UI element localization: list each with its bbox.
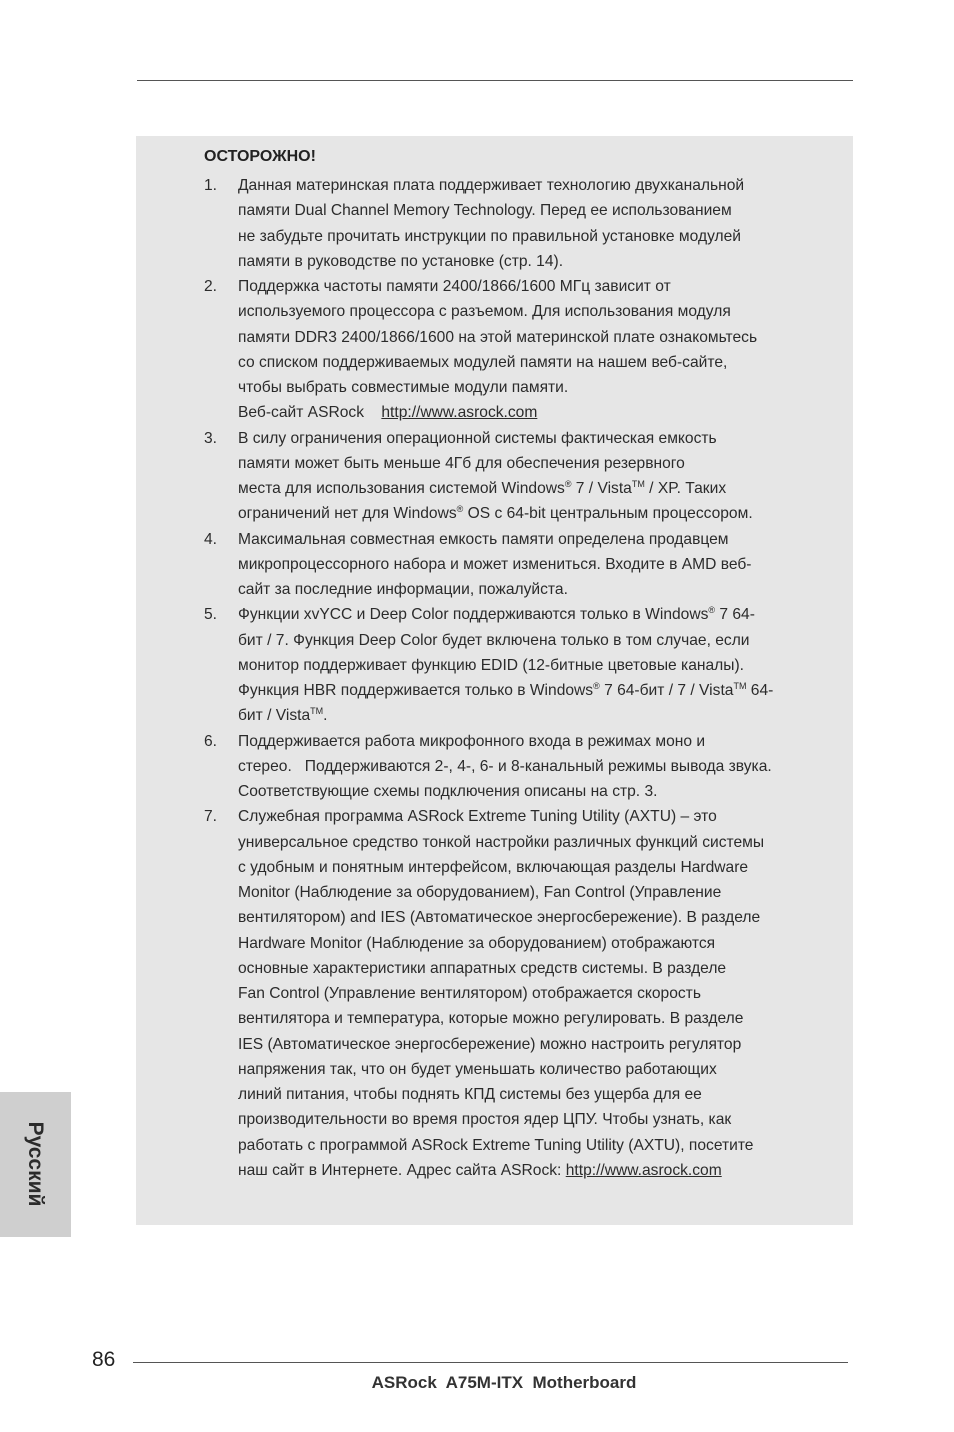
caution-item-1 [204, 173, 824, 274]
item-text-line: используемого процессора с разъемом. Для использования модуля [238, 303, 731, 321]
item-text-line: не забудьте прочитать инструкции по правильной установке модулей [238, 227, 742, 245]
item-number: 7. [204, 808, 218, 826]
caution-title: ОСТОРОЖНО! [204, 148, 316, 165]
item-text-line: памяти может быть меньше 4Гб для обеспечения резервного [238, 454, 685, 472]
item-text-line: Данная материнская плата поддерживает технологию двухканальной [238, 177, 745, 194]
item-text-line: Поддерживается работа микрофонного входа в режимах моно и [238, 732, 706, 750]
item-text-line [238, 703, 824, 728]
item-text-line: Служебная программа ASRock Extreme Tuning Utility (AXTU) – это [238, 808, 717, 826]
item-text-line: Hardware Monitor (Наблюдение за оборудованием) отображаются [238, 934, 716, 952]
website-line [238, 400, 824, 425]
item-number: 1. [204, 177, 218, 194]
text-segment: ограничений нет для Windows [238, 505, 457, 523]
caution-item-2 [204, 274, 824, 426]
item-text-line: стерео. Поддерживаются 2-, 4-, 6- и 8-канальный режимы вывода звука. [238, 757, 772, 775]
item-text-line: монитор поддерживает функцию EDID (12-битные цветовые каналы). [238, 656, 744, 674]
caution-box [136, 136, 853, 1225]
footer-product-title: ASRock A75M-ITX Motherboard [371, 1373, 637, 1392]
text-segment: 7 64- [715, 606, 755, 624]
page-number: 86 [92, 1348, 116, 1371]
caution-item-5 [204, 602, 824, 728]
item-text-line: памяти в руководстве по установке (стр. 14). [238, 252, 564, 270]
item-text-line: вентилятором) and IES (Автоматическое энергосбережение). В разделе [238, 909, 761, 927]
text-segment: Функции xvYCC и Deep Color поддерживаются только в Windows [238, 606, 709, 624]
registered-mark: ® [708, 605, 716, 616]
item-text-line [238, 678, 824, 703]
registered-mark: ® [456, 504, 464, 515]
item-number: 5. [204, 606, 218, 624]
caution-item-7 [204, 804, 824, 1183]
item-text-line: чтобы выбрать совместимые модули памяти. [238, 379, 569, 396]
item-text-line: сайт за последние информации, пожалуйста. [238, 581, 568, 598]
registered-mark: ® [564, 479, 572, 489]
language-label: Русский [24, 1121, 47, 1207]
item-text-line: Monitor (Наблюдение за оборудованием), Fan Control (Управление [238, 884, 722, 901]
asrock-website-link[interactable]: http://www.asrock.com [565, 1161, 722, 1179]
item-text-line: микропроцессорного набора и может измениться. Входите в AMD веб- [238, 555, 752, 573]
item-number: 6. [204, 732, 218, 750]
item-text-line: Fan Control (Управление вентилятором) отображается скорость [238, 985, 701, 1002]
item-text-line [238, 1158, 824, 1183]
item-text-line: бит / 7. Функция Deep Color будет включена только в том случае, если [238, 631, 750, 649]
caution-item-6 [204, 729, 824, 805]
asrock-website-link[interactable]: http://www.asrock.com [381, 404, 538, 422]
item-text-line: производительности во время простоя ядер ЦПУ. Чтобы узнать, как [238, 1111, 732, 1129]
item-text-line: универсальное средство тонкой настройки различных функций системы [238, 833, 765, 851]
caution-item-3 [204, 426, 824, 527]
item-text-line: с удобным и понятным интерфейсом, включающая разделы Hardware [238, 858, 749, 876]
item-text-line: IES (Автоматическое энергосбережение) можно настроить регулятор [238, 1035, 742, 1053]
item-text-line [238, 501, 824, 526]
item-text-line: памяти DDR3 2400/1866/1600 на этой материнской плате ознакомьтесь [238, 328, 758, 346]
caution-list [204, 173, 824, 1183]
website-label: Веб-сайт ASRock [238, 404, 365, 422]
trademark-mark: TM [733, 681, 747, 691]
item-text-line: Максимальная совместная емкость памяти определена продавцем [238, 530, 729, 548]
item-text-line: напряжения так, что он будет уменьшать количество работающих [238, 1060, 717, 1078]
text-segment: наш сайт в Интернете. Адрес сайта ASRock: [238, 1161, 566, 1179]
footer-divider [133, 1362, 848, 1363]
item-text-line: памяти Dual Channel Memory Technology. Перед ее использованием [238, 202, 732, 220]
caution-item-4 [204, 527, 824, 603]
text-segment: 7 / Vista [571, 480, 632, 497]
text-segment: OS с 64-bit центральным процессором. [463, 505, 753, 523]
item-text-line: работать с программой ASRock Extreme Tuning Utility (AXTU), посетите [238, 1136, 754, 1154]
trademark-mark: TM [631, 479, 645, 489]
item-text-line [238, 602, 824, 627]
text-segment: Функция HBR поддерживается только в Windows [238, 682, 594, 699]
item-text-line: Поддержка частоты памяти 2400/1866/1600 МГц зависит от [238, 278, 671, 295]
text-segment: 7 64-бит / 7 / Vista [599, 682, 734, 699]
item-number: 4. [204, 530, 218, 548]
registered-mark: ® [593, 681, 600, 691]
item-text-line: Соответствующие схемы подключения описаны на стр. 3. [238, 783, 658, 800]
item-text-line: основные характеристики аппаратных средств системы. В разделе [238, 959, 727, 977]
item-text-line: вентилятора и температура, которые можно регулировать. В разделе [238, 1010, 744, 1028]
item-text-line: со списком поддерживаемых модулей памяти на нашем веб-сайте, [238, 353, 728, 371]
header-divider [137, 80, 853, 81]
item-number: 3. [204, 429, 218, 447]
item-number: 2. [204, 278, 218, 295]
item-text-line: линий питания, чтобы поднять КПД системы без ущерба для ее [238, 1086, 702, 1103]
text-segment: . [323, 707, 328, 725]
text-segment: 64- [746, 682, 774, 699]
trademark-mark: TM [310, 706, 324, 717]
item-text-line [238, 476, 824, 501]
text-segment: бит / Vista [238, 707, 311, 725]
item-text-line: В силу ограничения операционной системы фактическая емкость [238, 429, 717, 447]
text-segment: места для использования системой Windows [238, 480, 565, 497]
language-side-tab [0, 1092, 71, 1237]
text-segment: / XP. Таких [644, 480, 727, 497]
